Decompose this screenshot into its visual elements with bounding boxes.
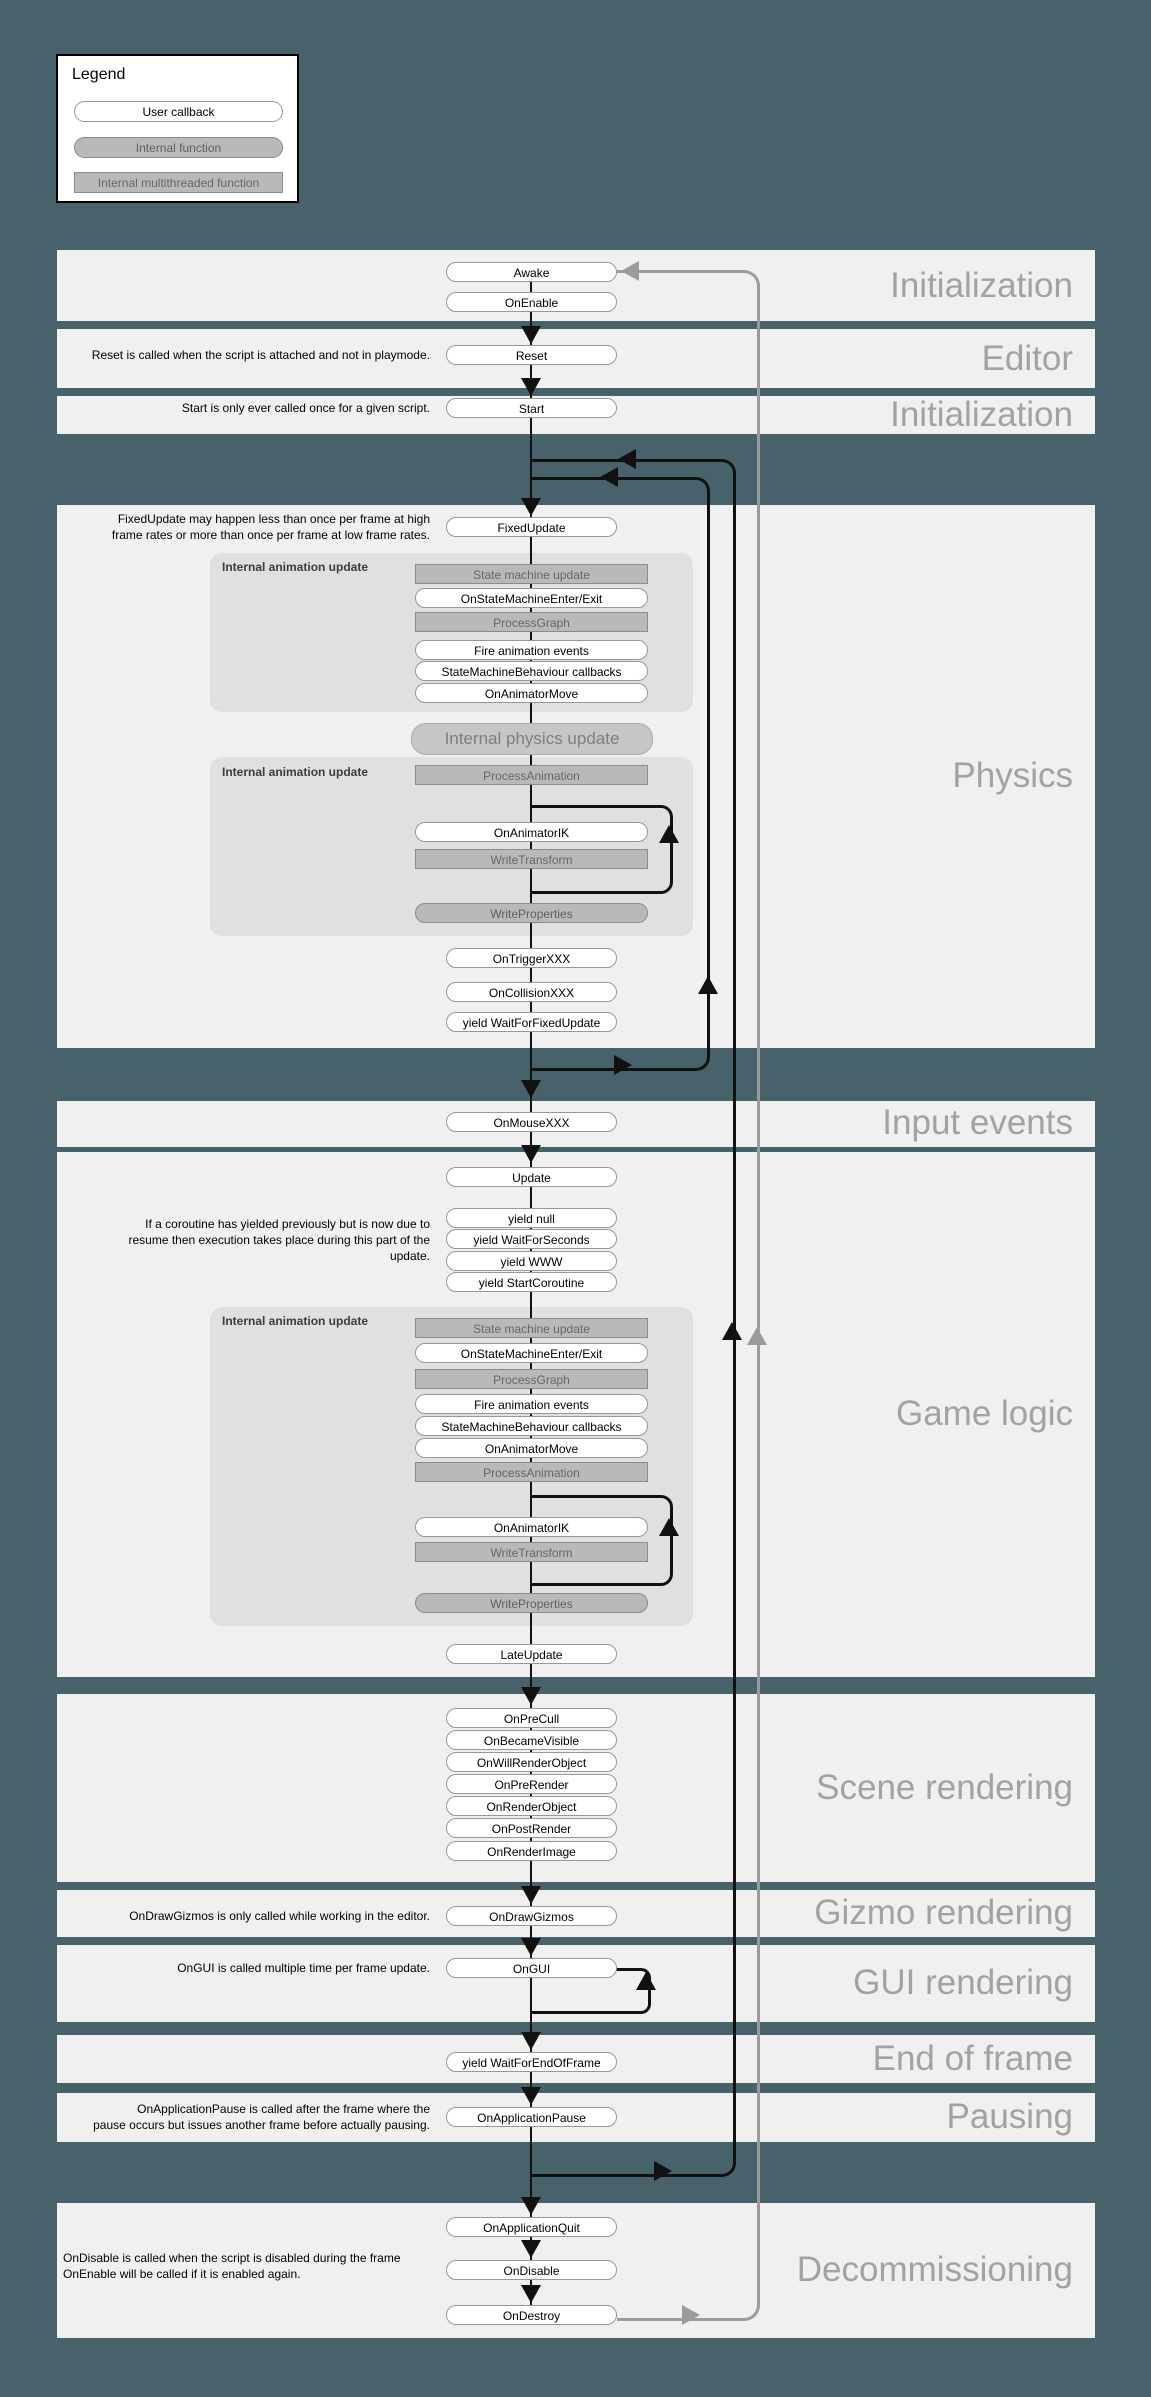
legend-user-callback: User callback [74,101,283,122]
section-label-initialization-1: Initialization [890,266,1073,305]
node-onanimatormove-physics: OnAnimatorMove [415,683,648,703]
arrowhead-into-ondrawgizmos [521,1886,541,1904]
arrowhead-restart-loop-up [747,1327,767,1345]
node-writeproperties-physics: WriteProperties [415,903,648,923]
node-ongui: OnGUI [446,1958,617,1978]
arrowhead-ik-loop-game [659,1518,679,1536]
node-awake: Awake [446,262,617,282]
section-label-editor: Editor [981,339,1073,378]
arrowhead-ongui-loop [636,1972,656,1990]
node-yield-waitforseconds: yield WaitForSeconds [446,1229,617,1249]
arrowhead-into-update [521,1145,541,1163]
node-lateupdate: LateUpdate [446,1644,617,1664]
node-onstatemachineenterexit-game: OnStateMachineEnter/Exit [415,1343,648,1363]
arrowhead-frame-loop-exit [654,2161,672,2181]
node-processanimation-physics: ProcessAnimation [415,765,648,785]
arrowhead-frame-loop-up [722,1322,742,1340]
arrowhead-physics-loop-exit [614,1055,632,1075]
node-onrenderobject: OnRenderObject [446,1796,617,1816]
node-onrenderimage: OnRenderImage [446,1841,617,1861]
node-onprecull: OnPreCull [446,1708,617,1728]
node-processanimation-game: ProcessAnimation [415,1462,648,1482]
node-yield-null: yield null [446,1208,617,1228]
arrowhead-into-input-events [521,1080,541,1098]
note-reset: Reset is called when the script is attached and not in playmode. [91,348,430,362]
node-ondestroy: OnDestroy [446,2305,617,2325]
node-ondrawgizmos: OnDrawGizmos [446,1906,617,1926]
note-start: Start is only ever called once for a given script. [181,401,430,415]
section-label-end-of-frame: End of frame [872,2039,1073,2078]
arrowhead-frame-loop-return [618,449,636,469]
node-state-machine-update-physics: State machine update [415,564,648,584]
section-label-gui-rendering: GUI rendering [853,1963,1073,2002]
section-label-physics: Physics [952,756,1073,795]
node-writeproperties-game: WriteProperties [415,1593,648,1613]
node-onprerender: OnPreRender [446,1774,617,1794]
arrowhead-physics-loop-up [698,976,718,994]
section-label-decommissioning: Decommissioning [796,2250,1073,2289]
note-pause: OnApplicationPause is called after the frame where the pause occurs but issues another frame before actually pausing. [93,2102,430,2132]
node-onwillrenderobject: OnWillRenderObject [446,1752,617,1772]
arrowhead-into-end-of-frame [521,2032,541,2050]
node-onenable: OnEnable [446,292,617,312]
arrowhead-into-reset [521,326,541,344]
animator-ik-loop-game [531,1495,673,1586]
node-yield-startcoroutine: yield StartCoroutine [446,1272,617,1292]
node-internal-physics-update: Internal physics update [411,723,653,755]
node-fixedupdate: FixedUpdate [446,517,617,537]
node-ontriggerxxx: OnTriggerXXX [446,948,617,968]
section-label-initialization-2: Initialization [890,395,1073,434]
note-disable: OnDisable is called when the script is disabled during the frame OnEnable will be called if it is enabled again. [63,2251,401,2281]
node-onanimatormove-game: OnAnimatorMove [415,1438,648,1458]
node-processgraph-game: ProcessGraph [415,1369,648,1389]
node-onapplicationpause: OnApplicationPause [446,2107,617,2127]
node-ondisable: OnDisable [446,2260,617,2280]
note-gui: OnGUI is called multiple time per frame update. [177,1961,430,1975]
section-label-scene-rendering: Scene rendering [816,1768,1073,1807]
node-onbecamevisible: OnBecameVisible [446,1730,617,1750]
node-processgraph-physics: ProcessGraph [415,612,648,632]
group-label-internal-animation-update-physics-2: Internal animation update [222,765,369,779]
legend-internal-function: Internal function [74,137,283,158]
node-yield-www: yield WWW [446,1251,617,1271]
legend-internal-multithreaded: Internal multithreaded function [74,172,283,193]
node-onmousexxx: OnMouseXXX [446,1112,617,1132]
section-label-input-events: Input events [882,1103,1073,1142]
node-onapplicationquit: OnApplicationQuit [446,2217,617,2237]
arrowhead-into-ondisable [521,2240,541,2258]
group-label-internal-animation-update-game: Internal animation update [222,1314,369,1328]
arrowhead-restart-into-awake [621,261,639,281]
arrowhead-ik-loop-physics [659,825,679,843]
arrowhead-restart-exit-ondestroy [682,2305,700,2325]
arrowhead-into-scene-rendering [521,1687,541,1705]
note-fixedupdate: FixedUpdate may happen less than once per frame at high frame rates or more than once per frame at low frame rates. [111,512,430,542]
arrowhead-into-ongui [521,1938,541,1956]
node-fire-animation-events-physics: Fire animation events [415,640,648,660]
node-onanimatorik-physics: OnAnimatorIK [415,822,648,842]
section-label-gizmo-rendering: Gizmo rendering [814,1893,1073,1932]
legend-box [56,54,299,203]
arrowhead-into-onapplicationquit [521,2197,541,2215]
node-start: Start [446,398,617,418]
node-yield-waitforfixedupdate: yield WaitForFixedUpdate [446,1012,617,1032]
node-state-machine-update-game: State machine update [415,1318,648,1338]
section-label-game-logic: Game logic [895,1394,1073,1433]
node-writetransform-game: WriteTransform [415,1542,648,1562]
node-statemachinebehaviour-callbacks-physics: StateMachineBehaviour callbacks [415,661,648,681]
arrowhead-into-start [521,378,541,396]
section-label-pausing: Pausing [946,2097,1073,2136]
node-reset: Reset [446,345,617,365]
node-update: Update [446,1167,617,1187]
legend-title: Legend [72,66,126,83]
arrowhead-into-onapplicationpause [521,2087,541,2105]
node-oncollisionxxx: OnCollisionXXX [446,982,617,1002]
note-gizmos: OnDrawGizmos is only called while working in the editor. [129,1909,430,1923]
arrowhead-into-ondestroy [521,2285,541,2303]
arrowhead-physics-loop-return [600,467,618,487]
group-label-internal-animation-update-physics: Internal animation update [222,560,369,574]
node-writetransform-physics: WriteTransform [415,849,648,869]
note-coroutine: If a coroutine has yielded previously but is now due to resume then execution takes place during this part of the update. [128,1217,430,1263]
node-onstatemachineenterexit-physics: OnStateMachineEnter/Exit [415,588,648,608]
arrowhead-into-fixedupdate [521,498,541,516]
node-onpostrender: OnPostRender [446,1818,617,1838]
node-yield-waitforendofframe: yield WaitForEndOfFrame [446,2052,617,2072]
node-statemachinebehaviour-callbacks-game: StateMachineBehaviour callbacks [415,1416,648,1436]
node-fire-animation-events-game: Fire animation events [415,1394,648,1414]
node-onanimatorik-game: OnAnimatorIK [415,1517,648,1537]
